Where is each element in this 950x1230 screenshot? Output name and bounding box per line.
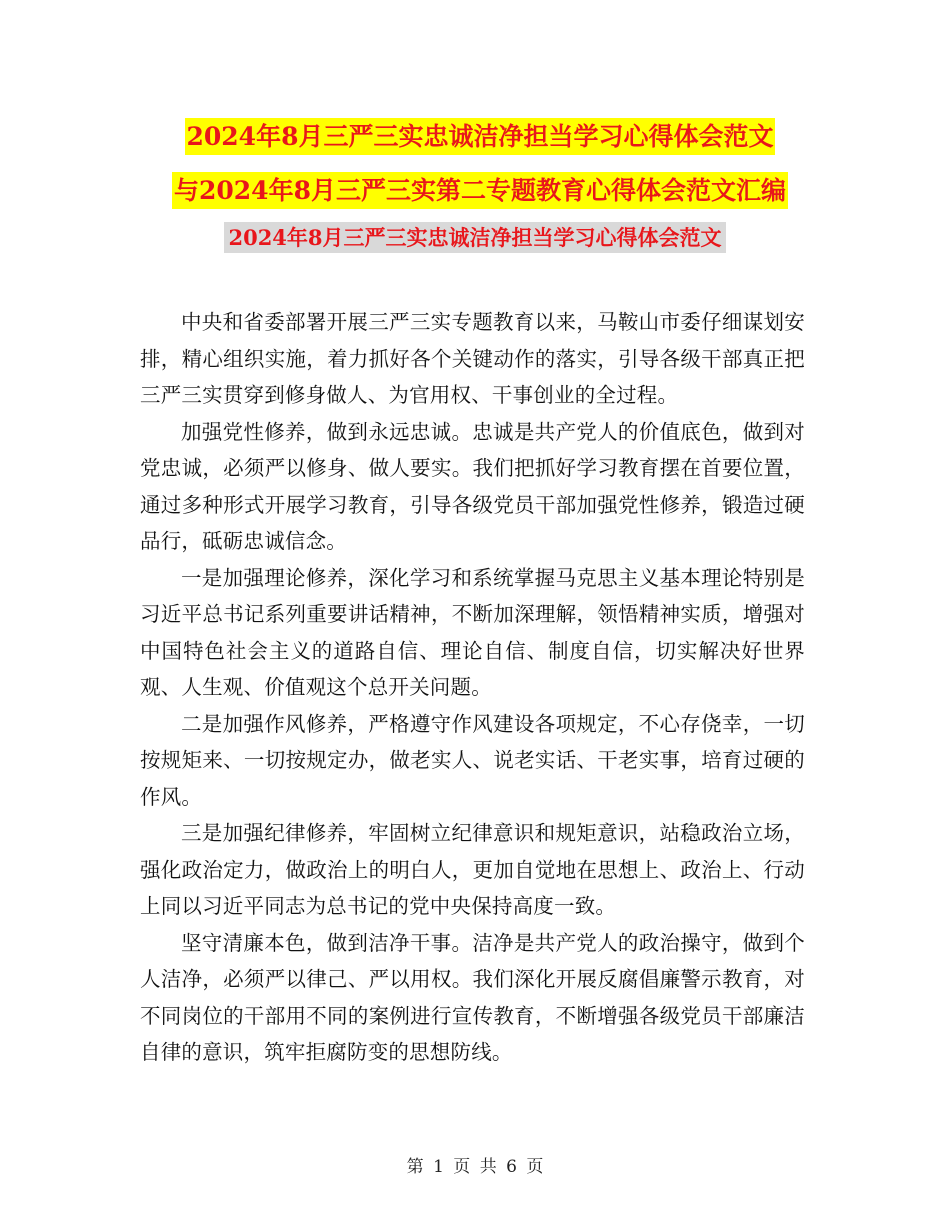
paragraph: 坚守清廉本色，做到洁净干事。洁净是共产党人的政治操守，做到个人洁净，必须严以律己、严以用权。我们深化开展反腐倡廉警示教育，对不同岗位的干部用不同的案例进行宣传教育，不断增强各级党员干部廉洁自律的意识，筑牢拒腐防变的思想防线。 (140, 930, 805, 1064)
paragraph: 一是加强理论修养，深化学习和系统掌握马克思主义基本理论特别是习近平总书记系列重要讲话精神，不断加深理解，领悟精神实质，增强对中国特色社会主义的道路自信、理论自信、制度自信，切实解决好世界观、人生观、价值观这个总开关问题。 (140, 565, 805, 699)
document-body (140, 304, 805, 1071)
paragraph: 加强党性修养，做到永远忠诚。忠诚是共产党人的价值底色，做到对党忠诚，必须严以修身、做人要实。我们把抓好学习教育摆在首要位置，通过多种形式开展学习教育，引导各级党员干部加强党性修养，锻造过硬品行，砥砺忠诚信念。 (140, 419, 805, 553)
document-title (140, 110, 820, 218)
title-line-2: 与2024年8月三严三实第二专题教育心得体会范文汇编 (172, 172, 788, 209)
paragraph: 三是加强纪律修养，牢固树立纪律意识和规矩意识，站稳政治立场，强化政治定力，做政治上的明白人，更加自觉地在思想上、政治上、行动上同以习近平同志为总书记的党中央保持高度一致。 (140, 821, 805, 918)
section-title-text: 2024年8月三严三实忠诚洁净担当学习心得体会范文 (224, 222, 725, 253)
page-number-footer: 第 1 页 共 6 页 (406, 1157, 544, 1177)
title-line-1: 2024年8月三严三实忠诚洁净担当学习心得体会范文 (185, 118, 776, 155)
paragraph: 二是加强作风修养，严格遵守作风建设各项规定，不心存侥幸，一切按规矩来、一切按规定办，做老实人、说老实话、干老实事，培育过硬的作风。 (140, 711, 805, 809)
section-title (140, 222, 810, 254)
paragraph: 中央和省委部署开展三严三实专题教育以来，马鞍山市委仔细谋划安排，精心组织实施，着力抓好各个关键动作的落实，引导各级干部真正把三严三实贯穿到修身做人、为官用权、干事创业的全过程。 (140, 310, 805, 407)
